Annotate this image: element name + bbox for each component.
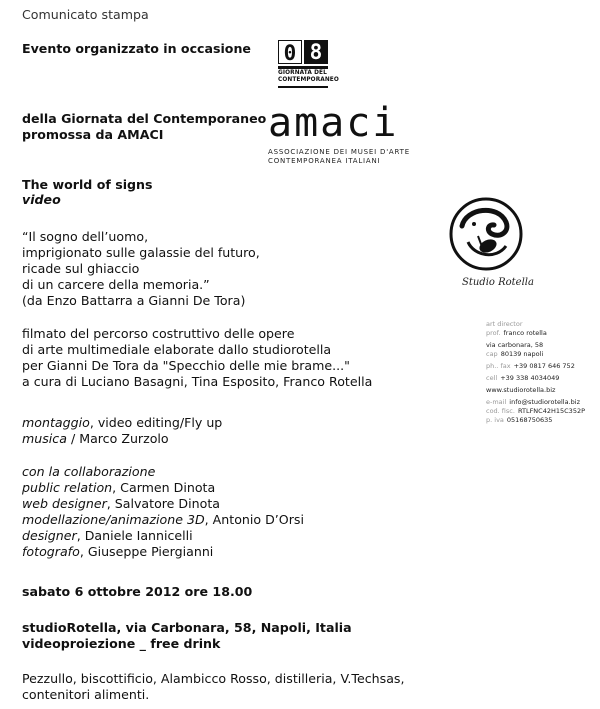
- logo-divider: [278, 66, 328, 69]
- event-date: sabato 6 ottobre 2012 ore 18.00: [22, 584, 253, 599]
- sponsors-line-1: Pezzullo, biscottificio, Alambicco Rosso, distilleria, V.Techsas,: [22, 671, 405, 686]
- description-line: per Gianni De Tora da "Specchio delle mie brame...": [22, 358, 350, 373]
- collab-item: [22, 544, 304, 560]
- card-email-label: e-mail: [486, 398, 507, 406]
- credits-block: [22, 415, 222, 447]
- card-role-label: art director: [486, 320, 523, 328]
- giornata-contemporaneo-logo: [276, 40, 339, 96]
- work-subtitle: video: [22, 192, 61, 207]
- collab-name: , Giuseppe Piergianni: [79, 544, 214, 559]
- studio-rotella-logo: [448, 196, 524, 276]
- work-title: The world of signs: [22, 177, 153, 192]
- studio-rotella-signature: Studio Rotella: [462, 277, 534, 288]
- giornata-line-2: promossa da AMACI: [22, 127, 164, 142]
- card-street: [486, 341, 598, 350]
- quote-attribution: (da Enzo Battarra a Gianni De Tora): [22, 293, 246, 308]
- card-name-value: franco rotella: [503, 329, 547, 337]
- collaboration-block: [22, 464, 304, 560]
- card-cap-label: cap: [486, 350, 498, 358]
- contact-card: [486, 320, 598, 425]
- card-cap: [486, 350, 598, 359]
- card-phfax-label: ph.. fax: [486, 362, 511, 370]
- sponsors-line-2: contenitori alimenti.: [22, 687, 150, 702]
- quote-line: “Il sogno dell’uomo,: [22, 229, 149, 244]
- collab-role: public relation: [22, 480, 113, 495]
- collab-role: fotografo: [22, 544, 80, 559]
- giornata-line-1: della Giornata del Contemporaneo: [22, 111, 267, 126]
- card-cell-label: cell: [486, 374, 498, 382]
- musica-credit: [22, 431, 222, 447]
- collab-role: web designer: [22, 496, 107, 511]
- description-line: a cura di Luciano Basagni, Tina Esposito, Franco Rotella: [22, 374, 373, 389]
- credit-text: , video editing/Fly up: [89, 415, 223, 430]
- card-cell-value: +39 338 4034049: [500, 374, 560, 382]
- collab-item: [22, 496, 304, 512]
- card-phfax-value: +39 0817 646 752: [513, 362, 575, 370]
- credit-role: musica: [22, 431, 67, 446]
- venue-line-1: studioRotella, via Carbonara, 58, Napoli, Italia: [22, 620, 352, 635]
- card-website[interactable]: [486, 386, 598, 395]
- card-codfisc-value: RTLFNC42H15C352P: [517, 407, 586, 415]
- amaci-caption-line: ASSOCIAZIONE DEI MUSEI D'ARTE: [268, 148, 410, 156]
- collab-role: modellazione/animazione 3D: [22, 512, 205, 527]
- quote-line: ricade sul ghiaccio: [22, 261, 140, 276]
- studio-rotella-emblem-icon: [448, 196, 524, 272]
- logo-digit-eight: 8: [304, 40, 328, 64]
- montaggio-credit: [22, 415, 222, 431]
- card-name: [486, 329, 598, 338]
- logo-caption-line: GIORNATA DEL: [278, 70, 327, 76]
- venue-line-2: videoproiezione _ free drink: [22, 636, 221, 651]
- event-occasion-heading: Evento organizzato in occasione: [22, 41, 251, 56]
- card-website-link[interactable]: www.studiorotella.biz: [486, 386, 556, 394]
- collab-name: , Salvatore Dinota: [106, 496, 220, 511]
- collab-item: [22, 480, 304, 496]
- collab-name: , Antonio D’Orsi: [204, 512, 304, 527]
- card-piva-label: p. iva: [486, 416, 504, 424]
- quote-block: [22, 229, 260, 309]
- logo-bottom-bar: [278, 86, 328, 88]
- card-street-value: via carbonara, 58: [486, 341, 544, 349]
- card-role: [486, 320, 598, 329]
- press-release-label: Comunicato stampa: [22, 7, 149, 22]
- description-block: [22, 326, 372, 390]
- card-phone-fax: [486, 362, 598, 371]
- card-cell: [486, 374, 598, 383]
- logo-caption: [278, 70, 339, 84]
- credit-role: montaggio: [22, 415, 90, 430]
- quote-line: imprigionato sulle galassie del futuro,: [22, 245, 260, 260]
- card-cap-value: 80139 napoli: [500, 350, 544, 358]
- card-piva-value: 05168750635: [506, 416, 553, 424]
- collab-name: , Carmen Dinota: [112, 480, 216, 495]
- collab-name: , Daniele Iannicelli: [76, 528, 193, 543]
- card-name-prefix: prof.: [486, 329, 501, 337]
- description-line: di arte multimediale elaborate dallo studiorotella: [22, 342, 332, 357]
- logo-digit-zero: 0: [278, 40, 302, 64]
- collab-role: designer: [22, 528, 77, 543]
- quote-line: di un carcere della memoria.”: [22, 277, 210, 292]
- card-codfisc-label: cod. fisc.: [486, 407, 515, 415]
- credit-text: / Marco Zurzolo: [66, 431, 169, 446]
- amaci-caption: [268, 148, 428, 166]
- amaci-caption-line: CONTEMPORANEA ITALIANI: [268, 157, 381, 165]
- collab-item: [22, 512, 304, 528]
- amaci-logo: amaci: [268, 100, 399, 146]
- collaboration-heading: con la collaborazione: [22, 464, 156, 479]
- card-email-link[interactable]: info@studiorotella.biz: [509, 398, 580, 406]
- description-line: filmato del percorso costruttivo delle opere: [22, 326, 295, 341]
- card-codfisc: [486, 407, 598, 416]
- logo-caption-line: CONTEMPORANEO: [278, 77, 339, 83]
- card-email[interactable]: [486, 398, 598, 407]
- card-piva: [486, 416, 598, 425]
- collab-item: [22, 528, 304, 544]
